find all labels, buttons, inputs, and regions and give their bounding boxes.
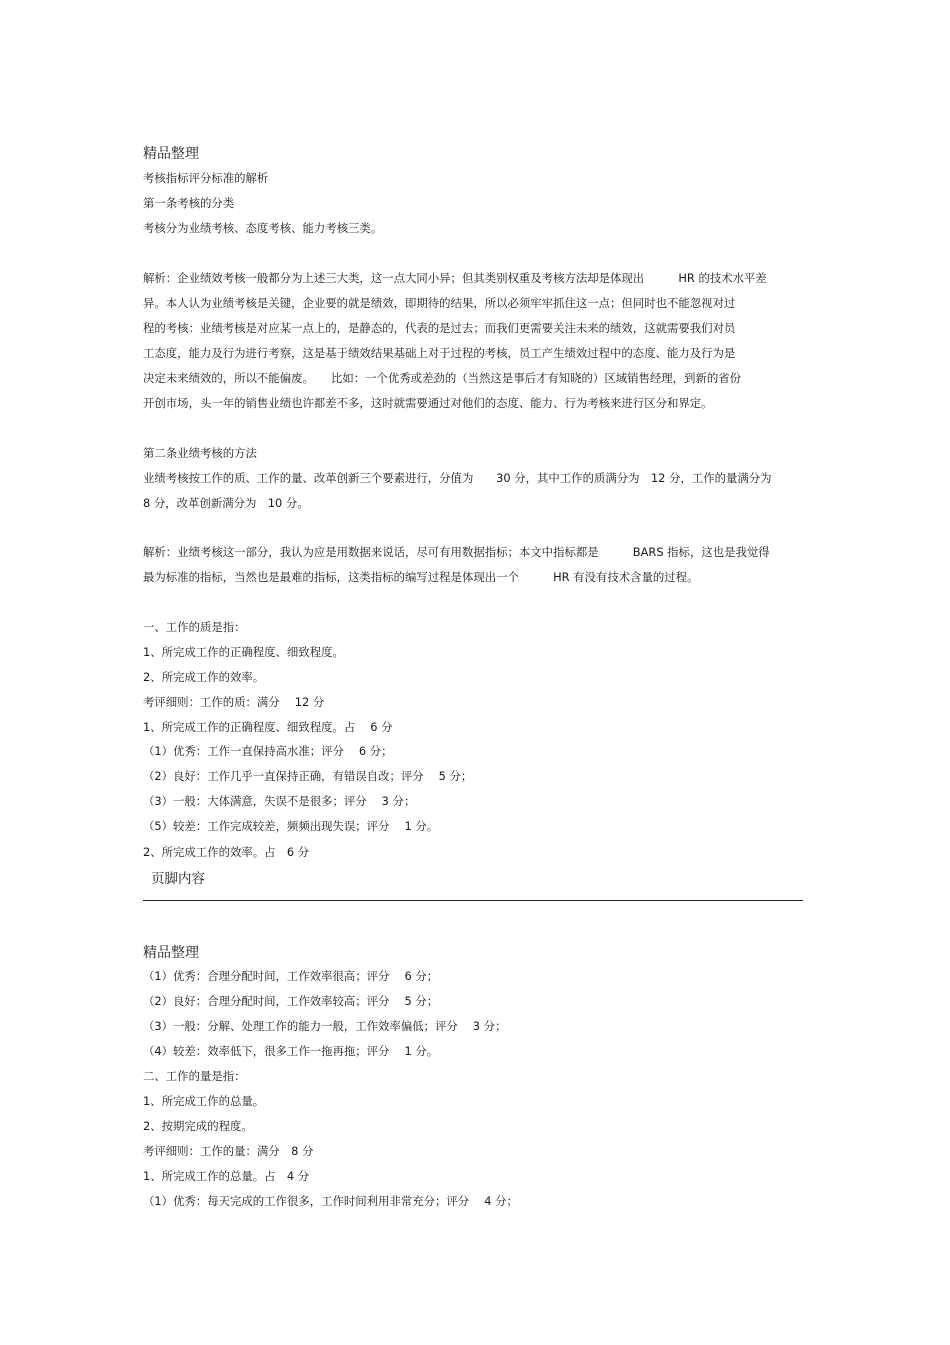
list-item: 2、所完成工作的效率。占 6 分 (143, 845, 310, 859)
document-title: 考核指标评分标准的解析 (143, 171, 269, 185)
paragraph-line: 异。本人认为业绩考核是关键，企业要的就是绩效，即期待的结果，所以必须牢牢抓住这一点；但同时也不能忽视对过 (143, 296, 736, 310)
section-heading: 第二条业绩考核的方法 (143, 446, 257, 460)
paragraph-line: 考核分为业绩考核、态度考核、能力考核三类。 (143, 221, 383, 235)
paragraph-line: 工态度，能力及行为进行考察，这是基于绩效结果基础上对于过程的考核，员工产生绩效过程中的态度、能力及行为是 (143, 346, 736, 360)
list-item: （5）较差：工作完成较差，频频出现失误；评分 1 分。 (143, 819, 439, 833)
list-item: （2）良好：合理分配时间，工作效率较高；评分 5 分； (143, 994, 439, 1008)
list-item: 2、所完成工作的效率。 (143, 670, 265, 684)
footer-divider (143, 900, 803, 901)
paragraph-line: 解析：企业绩效考核一般都分为上述三大类，这一点大同小异；但其类别权重及考核方法却是体现出 HR 的技术水平差 (143, 271, 767, 285)
list-item: （1）优秀：合理分配时间，工作效率很高；评分 6 分； (143, 969, 439, 983)
list-item: （2）良好：工作几乎一直保持正确，有错误自改；评分 5 分； (143, 769, 473, 783)
page-header: 精品整理 (143, 146, 199, 162)
paragraph-line: 解析：业绩考核这一部分，我认为应是用数据来说话，尽可有用数据指标；本文中指标都是 BARS 指标，这也是我觉得 (143, 545, 770, 559)
paragraph-line: 最为标准的指标，当然也是最难的指标，这类指标的编写过程是体现出一个 HR 有没有技术含量的过程。 (143, 570, 699, 584)
list-item: 1、所完成工作的正确程度、细致程度。 (143, 645, 344, 659)
list-item: 2、按期完成的程度。 (143, 1119, 253, 1133)
page-header: 精品整理 (143, 945, 199, 961)
paragraph-line: 8 分，改革创新满分为 10 分。 (143, 496, 309, 510)
subsection-heading: 二、工作的量是指： (143, 1069, 246, 1083)
section-heading: 第一条考核的分类 (143, 196, 235, 210)
criteria-line: 考评细则：工作的量：满分 8 分 (143, 1144, 314, 1158)
criteria-line: 考评细则：工作的质：满分 12 分 (143, 695, 325, 709)
paragraph-line: 决定未来绩效的，所以不能偏废。 比如：一个优秀或差劲的（当然这是事后才有知晓的）区域销售经理，到新的省份 (143, 371, 742, 385)
subsection-heading: 一、工作的质是指： (143, 620, 246, 634)
list-item: 1、所完成工作的正确程度、细致程度。占 6 分 (143, 720, 393, 734)
list-item: 1、所完成工作的总量。占 4 分 (143, 1169, 310, 1183)
list-item: （4）较差：效率低下，很多工作一拖再拖；评分 1 分。 (143, 1044, 439, 1058)
paragraph-line: 程的考核：业绩考核是对应某一点上的，是静态的，代表的是过去；而我们更需要关注未来的绩效，这就需要我们对员 (143, 321, 736, 335)
list-item: 1、所完成工作的总量。 (143, 1094, 265, 1108)
list-item: （1）优秀：工作一直保持高水准；评分 6 分； (143, 744, 393, 758)
list-item: （1）优秀：每天完成的工作很多，工作时间利用非常充分；评分 4 分； (143, 1194, 518, 1208)
list-item: （3）一般：分解、处理工作的能力一般，工作效率偏低；评分 3 分； (143, 1019, 507, 1033)
list-item: （3）一般：大体满意，失误不是很多；评分 3 分； (143, 794, 416, 808)
paragraph-line: 业绩考核按工作的质、工作的量、改革创新三个要素进行，分值为 30 分，其中工作的质满分为 12 分，工作的量满分为 (143, 471, 772, 485)
page-footer: 页脚内容 (151, 871, 205, 887)
paragraph-line: 开创市场，头一年的销售业绩也许都差不多，这时就需要通过对他们的态度、能力、行为考核来进行区分和界定。 (143, 396, 713, 410)
